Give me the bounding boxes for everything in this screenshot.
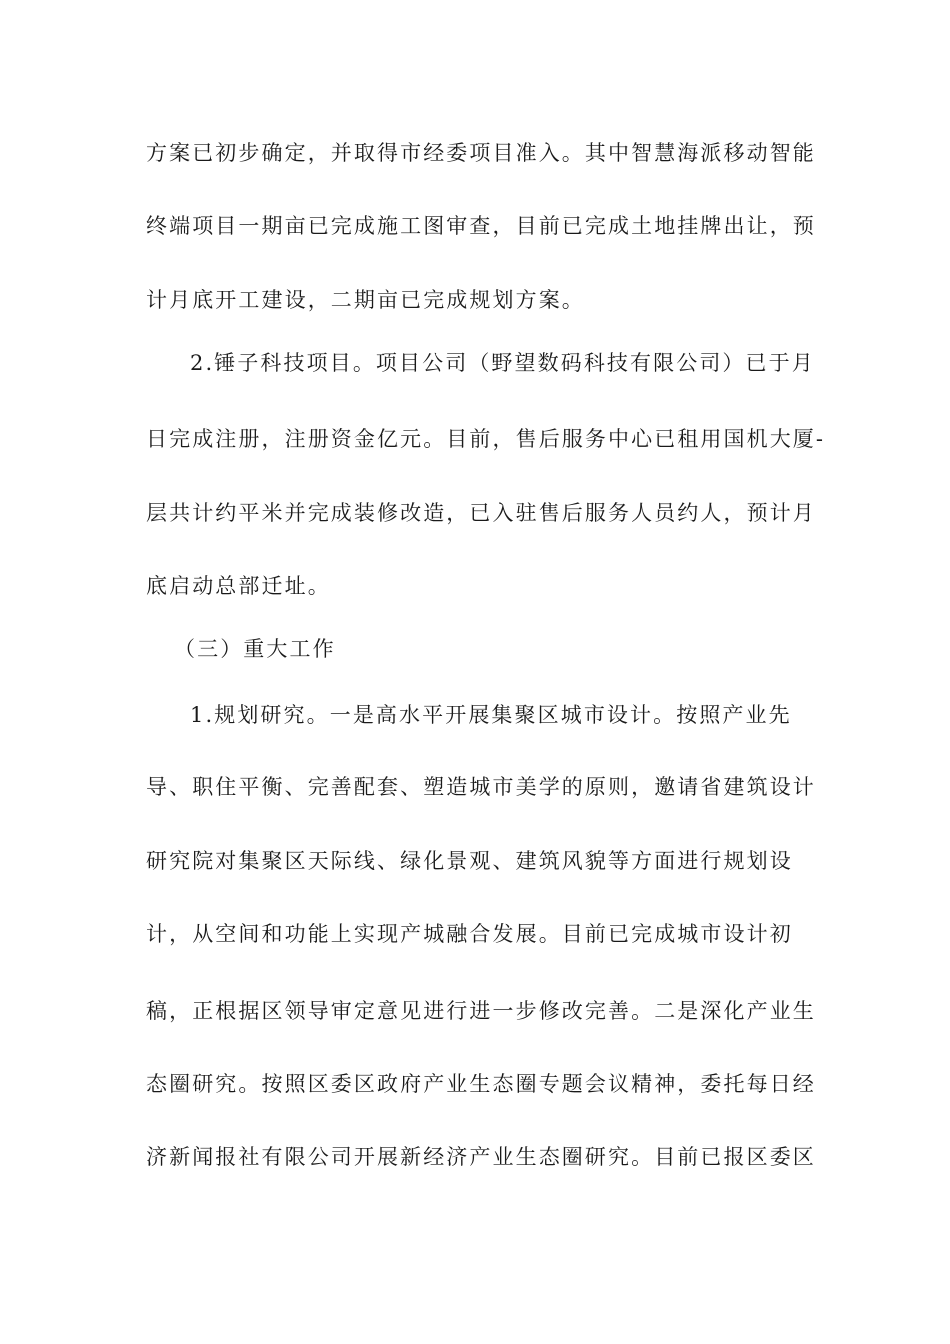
paragraph-line: 2.锤子科技项目。项目公司（野望数码科技有限公司）已于月 — [190, 351, 815, 375]
paragraph-line: 方案已初步确定，并取得市经委项目准入。其中智慧海派移动智能 — [146, 141, 816, 165]
paragraph-line: 导、职住平衡、完善配套、塑造城市美学的原则，邀请省建筑设计 — [146, 775, 816, 799]
paragraph-line: 计月底开工建设，二期亩已完成规划方案。 — [146, 288, 585, 312]
paragraph-line: 层共计约平米并完成装修改造，已入驻售后服务人员约人，预计月 — [146, 501, 816, 525]
paragraph-line: 研究院对集聚区天际线、绿化景观、建筑风貌等方面进行规划设 — [146, 849, 793, 873]
paragraph-line: 底启动总部迁址。 — [146, 574, 331, 598]
paragraph-line: 终端项目一期亩已完成施工图审查，目前已完成土地挂牌出让，预 — [146, 214, 816, 238]
paragraph-line: 1.规划研究。一是高水平开展集聚区城市设计。按照产业先 — [190, 703, 792, 727]
section-heading: （三）重大工作 — [174, 637, 336, 661]
paragraph-line: 稿，正根据区领导审定意见进行进一步修改完善。二是深化产业生 — [146, 999, 816, 1023]
paragraph-line: 计，从空间和功能上实现产城融合发展。目前已完成城市设计初 — [146, 922, 793, 946]
paragraph-line: 济新闻报社有限公司开展新经济产业生态圈研究。目前已报区委区 — [146, 1145, 816, 1169]
paragraph-line: 日完成注册，注册资金亿元。目前，售后服务中心已租用国机大厦- — [146, 427, 826, 451]
paragraph-line: 态圈研究。按照区委区政府产业生态圈专题会议精神，委托每日经 — [146, 1072, 816, 1096]
